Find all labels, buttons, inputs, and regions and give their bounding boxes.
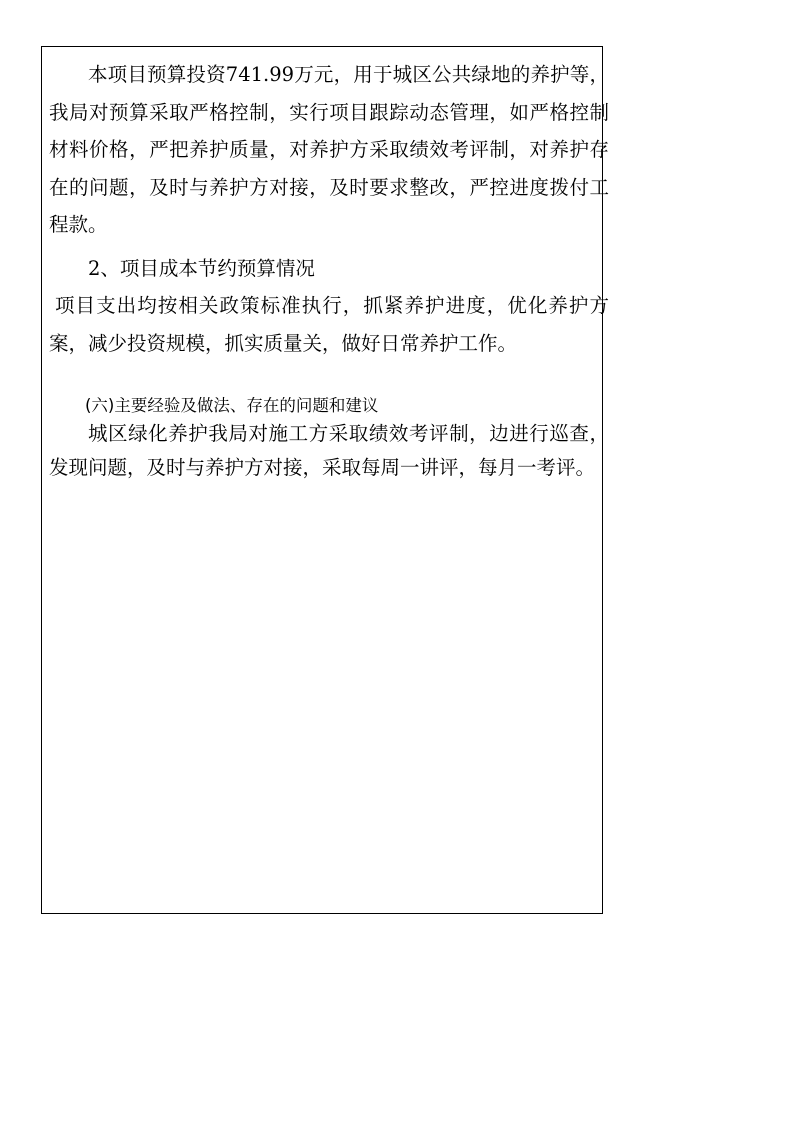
cost-saving-paragraph: 项目支出均按相关政策标准执行，抓紧养护进度，优化养护方案，减少投资规模，抓实质量关，做好日常养护工作。 [49,294,609,355]
experience-paragraph: 城区绿化养护我局对施工方采取绩效考评制，边进行巡查，发现问题，及时与养护方对接，采取每周一讲评，每月一考评。 [49,422,609,479]
budget-control-paragraph: 本项目预算投资741.99万元，用于城区公共绿地的养护等，我局对预算采取严格控制，实行项目跟踪动态管理，如严格控制材料价格，严把养护质量，对养护方采取绩效考评制，对养护存在的问题，及时与养护方对接，及时要求整改，严控进度拨付工程款。 [49,63,609,236]
cost-saving-subheading: 2、项目成本节约预算情况 [88,257,315,280]
section-heading: (六)主要经验及做法、存在的问题和建议 [85,396,379,415]
